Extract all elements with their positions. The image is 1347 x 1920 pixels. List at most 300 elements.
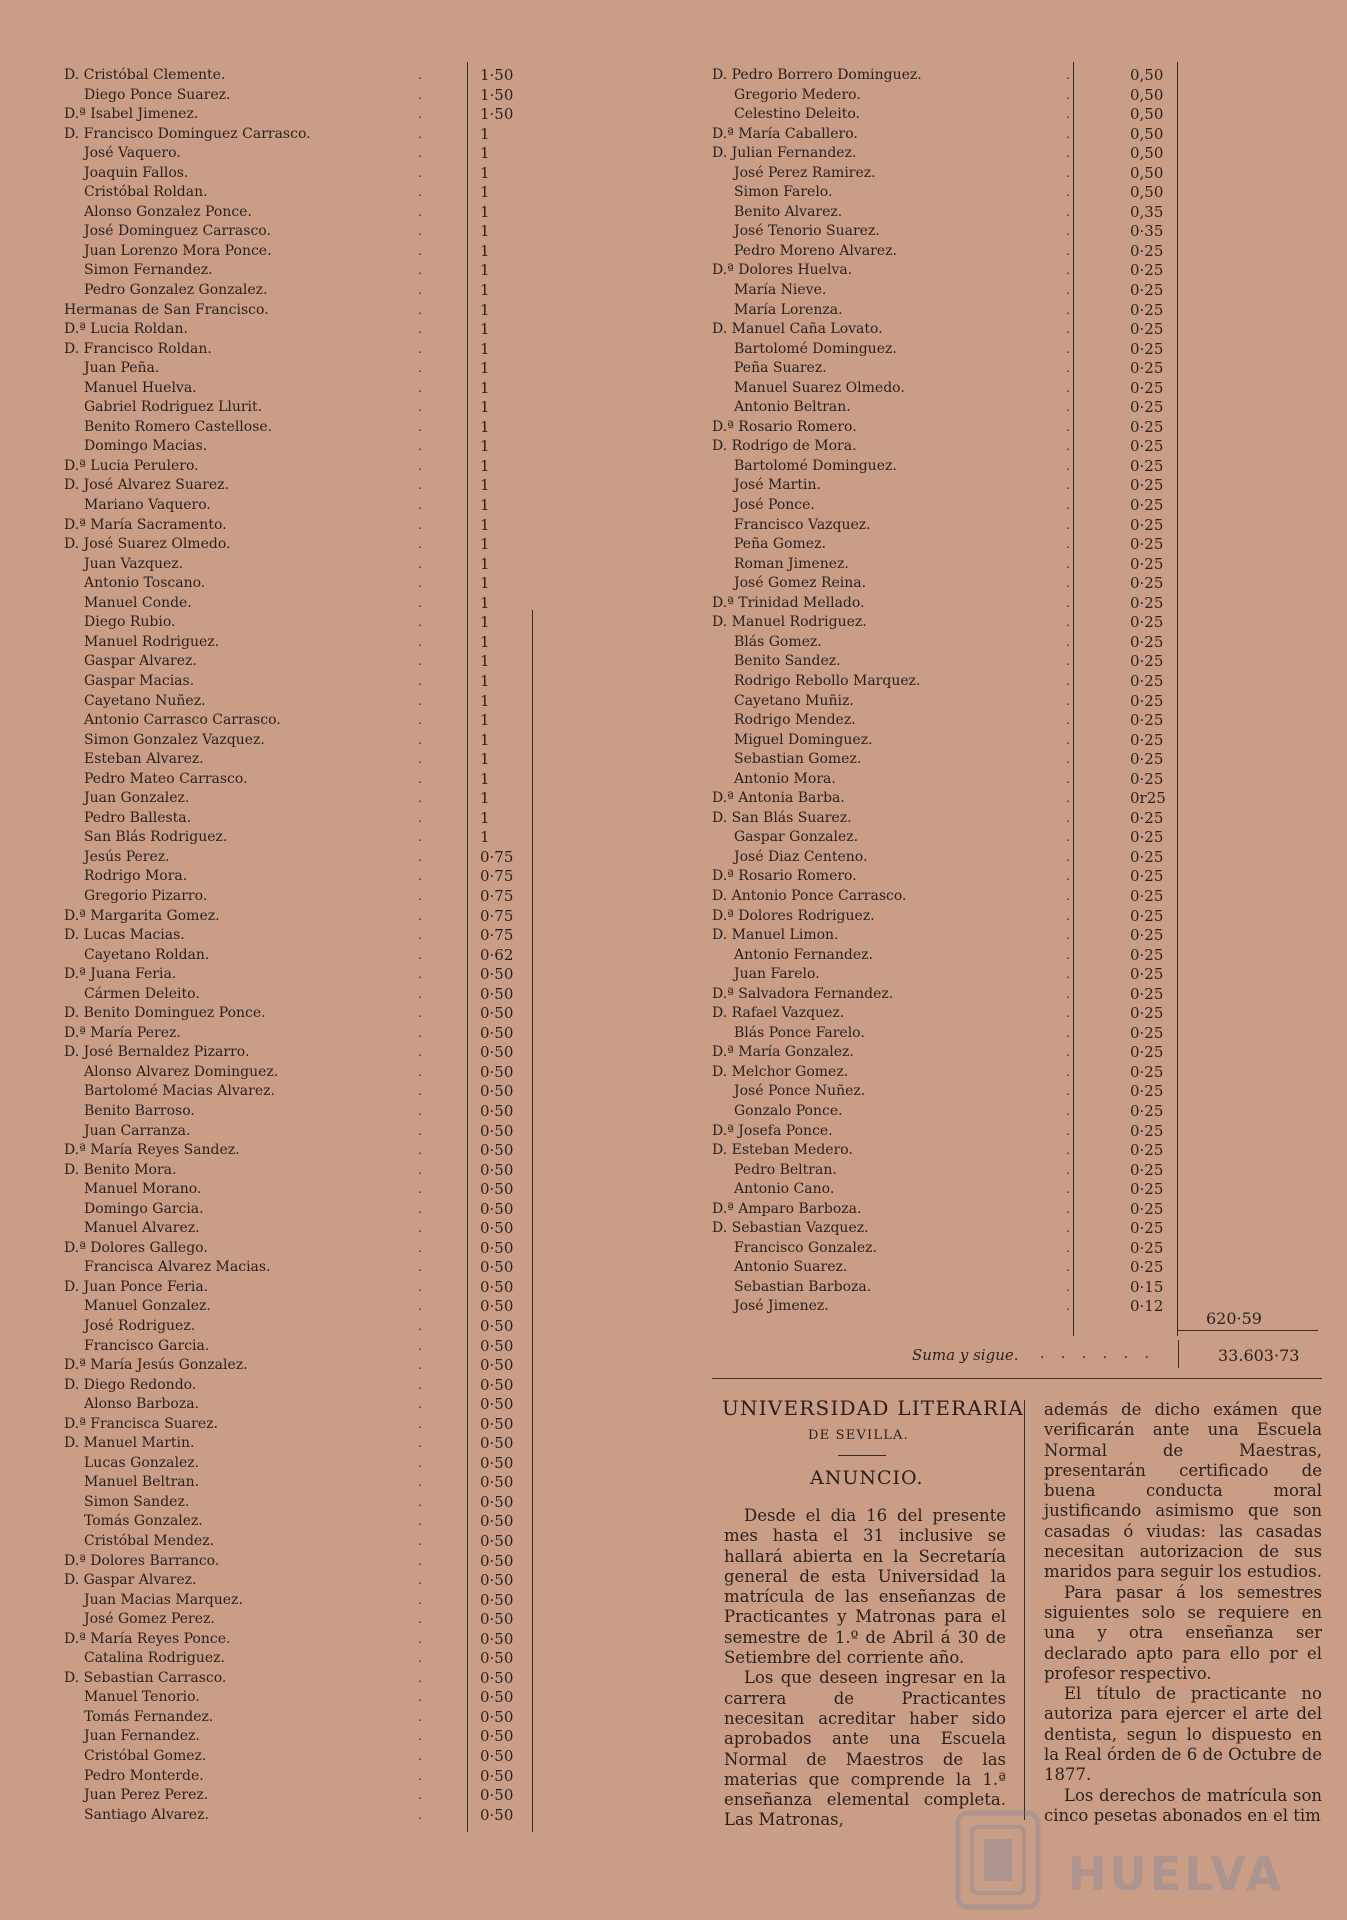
leader-dot: . (1066, 458, 1070, 473)
list-item (62, 1063, 542, 1083)
donation-amount: 0·25 (1130, 1004, 1164, 1023)
leader-dot: . (418, 1025, 422, 1040)
donor-name: Pedro Mateo Carrasco. (84, 770, 248, 787)
donation-amount: 0,50 (1130, 124, 1164, 143)
leader-dot: . (418, 1573, 422, 1588)
donation-amount: 0·50 (480, 1277, 514, 1296)
donor-name: Juan Peña. (84, 360, 160, 377)
list-item (62, 1493, 542, 1513)
donation-amount: 1·50 (480, 85, 514, 104)
donor-name: Juan Gonzalez. (84, 790, 190, 807)
list-item (62, 1669, 542, 1689)
list-item (62, 1024, 542, 1044)
leader-dot: . (418, 1670, 422, 1685)
donor-name: D. José Suarez Olmedo. (64, 536, 231, 553)
donation-amount: 0·25 (1130, 378, 1164, 397)
donor-name: D. Rodrigo de Mora. (712, 438, 857, 455)
donation-amount: 0·35 (1130, 222, 1164, 241)
list-item (712, 1278, 1312, 1298)
donor-name: Francisco Garcia. (84, 1337, 210, 1354)
leader-dot: . (1066, 185, 1070, 200)
donor-name: Alonso Alvarez Dominguez. (84, 1063, 279, 1080)
donor-name: Tomás Fernandez. (84, 1708, 214, 1725)
donation-amount: 0·25 (1130, 671, 1164, 690)
donor-name: D.ª Francisca Suarez. (64, 1415, 218, 1432)
donor-name: D. Julian Fernandez. (712, 145, 857, 162)
donation-amount: 0·50 (480, 1610, 514, 1629)
donor-name: Cristóbal Mendez. (84, 1533, 215, 1550)
list-item (62, 1649, 542, 1669)
donor-name: D. Melchor Gomez. (712, 1063, 849, 1080)
leader-dot: . (1066, 400, 1070, 415)
donation-amount: 0·50 (480, 1571, 514, 1590)
donor-name: Francisco Vazquez. (734, 516, 871, 533)
donation-amount: 0·75 (480, 847, 514, 866)
donor-name: D.ª Isabel Jimenez. (64, 106, 199, 123)
list-item (712, 242, 1312, 262)
donation-amount: 0·25 (1130, 359, 1164, 378)
donation-amount: 0·12 (1130, 1297, 1164, 1316)
leader-dot: . (1066, 986, 1070, 1001)
leader-dot: . (418, 1631, 422, 1646)
list-item (712, 1239, 1312, 1259)
leader-dot: . (418, 165, 422, 180)
donor-name: Lucas Gonzalez. (84, 1454, 200, 1471)
donation-amount: 0,50 (1130, 163, 1164, 182)
donor-name: Benito Romero Castellose. (84, 418, 273, 435)
list-item (712, 555, 1312, 575)
donor-name: Santiago Alvarez. (84, 1806, 209, 1823)
leader-dot: . (418, 243, 422, 258)
donation-amount: 1 (480, 300, 490, 319)
donation-amount: 0·25 (1130, 984, 1164, 1003)
list-item (712, 261, 1312, 281)
list-item (62, 516, 542, 536)
list-item (62, 613, 542, 633)
watermark-text: HUELVA (1068, 1847, 1285, 1901)
list-item (62, 379, 542, 399)
donation-amount: 1 (480, 437, 490, 456)
donor-name: José Gomez Reina. (734, 575, 867, 592)
donor-name: Simon Gonzalez Vazquez. (84, 731, 265, 748)
donation-amount: 0·50 (480, 1668, 514, 1687)
list-item (62, 770, 542, 790)
donation-amount: 1 (480, 515, 490, 534)
leader-dot: . (418, 1436, 422, 1451)
donor-name: D.ª María Perez. (64, 1024, 181, 1041)
donor-name: Blás Gomez. (734, 633, 822, 650)
leader-dot: . (1066, 869, 1070, 884)
donation-amount: 0·50 (480, 1160, 514, 1179)
left-column-rule (467, 62, 468, 1832)
leader-dot: . (418, 1416, 422, 1431)
donation-amount: 0·25 (1130, 613, 1164, 632)
leader-dot: . (418, 361, 422, 376)
announcement-paragraph: El título de practicante no autoriza para ejercer el arte del dentista, segun lo dispuesto en la Real órden de 6 de Octubre de 1877. (1044, 1684, 1322, 1785)
donor-name: Gonzalo Ponce. (734, 1102, 843, 1119)
donation-amount: 0·25 (1130, 1238, 1164, 1257)
leader-dot: . (418, 87, 422, 102)
list-item (712, 789, 1312, 809)
donation-amount: 0·25 (1130, 906, 1164, 925)
donor-name: Gaspar Macias. (84, 672, 195, 689)
list-item (62, 1786, 542, 1806)
leader-dot: . (418, 1475, 422, 1490)
donation-amount: 0·50 (480, 965, 514, 984)
list-item (712, 1122, 1312, 1142)
list-item (712, 1200, 1312, 1220)
donation-amount: 1 (480, 456, 490, 475)
list-item (62, 183, 542, 203)
donor-name: Tomás Gonzalez. (84, 1513, 203, 1530)
donor-name: D.ª Juana Feria. (64, 966, 177, 983)
list-item (712, 828, 1312, 848)
donation-amount: 0·25 (1130, 945, 1164, 964)
donor-name: D.ª María Gonzalez. (712, 1044, 854, 1061)
list-item (712, 965, 1312, 985)
donor-name: Francisca Alvarez Macias. (84, 1259, 271, 1276)
announcement-rule (838, 1455, 886, 1456)
donation-amount: 0·50 (480, 1805, 514, 1824)
leader-dot: . (418, 673, 422, 688)
donation-amount: 0·25 (1130, 1043, 1164, 1062)
right-amount-rule (1177, 62, 1178, 1336)
donor-name: Alonso Barboza. (84, 1396, 199, 1413)
donation-amount: 0·75 (480, 867, 514, 886)
donor-name: Antonio Toscano. (84, 575, 206, 592)
donor-name: D. José Bernaldez Pizarro. (64, 1044, 250, 1061)
donation-amount: 0·50 (480, 1356, 514, 1375)
list-item (62, 731, 542, 751)
list-item (62, 203, 542, 223)
leader-dot: . (418, 126, 422, 141)
donation-amount: 1 (480, 202, 490, 221)
donor-name: D. Manuel Martin. (64, 1435, 195, 1452)
donation-amount: 0·25 (1130, 965, 1164, 984)
donation-amount: 0·50 (480, 1395, 514, 1414)
donation-amount: 0·25 (1130, 886, 1164, 905)
leader-dot: . (418, 556, 422, 571)
leader-dot: . (1066, 1103, 1070, 1118)
list-item (62, 672, 542, 692)
list-item (62, 1415, 542, 1435)
donation-amount: 0·25 (1130, 535, 1164, 554)
donor-name: D. José Alvarez Suarez. (64, 477, 229, 494)
list-item (712, 946, 1312, 966)
list-item (712, 281, 1312, 301)
donation-amount: 0·25 (1130, 437, 1164, 456)
leader-dot: . (418, 146, 422, 161)
coat-of-arms-icon (940, 1805, 1060, 1915)
donation-amount: 1 (480, 359, 490, 378)
leader-dot: . (418, 1260, 422, 1275)
list-item (62, 437, 542, 457)
donation-amount: 0,50 (1130, 85, 1164, 104)
donation-amount: 0·50 (480, 1649, 514, 1668)
leader-dot: . (418, 1084, 422, 1099)
donation-amount: 0·50 (480, 1453, 514, 1472)
donor-name: D.ª María Jesús Gonzalez. (64, 1357, 248, 1374)
donor-name: Antonio Mora. (734, 770, 836, 787)
leader-dot: . (418, 869, 422, 884)
leader-dot: . (418, 439, 422, 454)
donation-amount: 0·50 (480, 1512, 514, 1531)
list-item (62, 1806, 542, 1826)
donor-name: Francisco Gonzalez. (734, 1239, 877, 1256)
donation-amount: 1 (480, 476, 490, 495)
donor-name: D. Benito Dominguez Ponce. (64, 1005, 266, 1022)
donor-name: Alonso Gonzalez Ponce. (84, 203, 252, 220)
donor-name: José Ponce Nuñez. (734, 1083, 866, 1100)
leader-dot: . (1066, 498, 1070, 513)
donor-name: José Martin. (734, 477, 821, 494)
donor-name: Hermanas de San Francisco. (64, 301, 269, 318)
leader-dot: . (418, 908, 422, 923)
donor-name: D.ª Josefa Ponce. (712, 1122, 833, 1139)
list-item (712, 222, 1312, 242)
list-item (62, 1532, 542, 1552)
list-item (62, 144, 542, 164)
donation-amount: 0·50 (480, 1101, 514, 1120)
list-item (712, 672, 1312, 692)
list-item (62, 1473, 542, 1493)
donation-amount: 0·50 (480, 1180, 514, 1199)
donor-name: D.ª Salvadora Fernandez. (712, 985, 894, 1002)
list-item (712, 144, 1312, 164)
donation-amount: 0,50 (1130, 105, 1164, 124)
list-item (712, 1141, 1312, 1161)
leader-dot: . (418, 1299, 422, 1314)
donor-name: Manuel Gonzalez. (84, 1298, 211, 1315)
leader-dot: . (1066, 283, 1070, 298)
donor-name: D.ª Rosario Romero. (712, 418, 857, 435)
leader-dot: . (1066, 1299, 1070, 1314)
list-item (62, 1454, 542, 1474)
donor-name: Rodrigo Mendez. (734, 712, 856, 729)
donor-name: Benito Barroso. (84, 1102, 195, 1119)
donation-amount: 0·50 (480, 1004, 514, 1023)
leader-dot: . (418, 1690, 422, 1705)
list-item (62, 926, 542, 946)
donation-amount: 1 (480, 183, 490, 202)
list-item (62, 340, 542, 360)
announcement-column-1 (724, 1506, 1006, 1831)
list-item (62, 261, 542, 281)
donor-name: Joaquin Fallos. (84, 164, 189, 181)
leader-dot: . (418, 1338, 422, 1353)
donor-name: San Blás Rodriguez. (84, 829, 228, 846)
list-item (62, 320, 542, 340)
donor-name: D. Gaspar Alvarez. (64, 1572, 197, 1589)
donor-name: Juan Vazquez. (84, 555, 184, 572)
donor-name: Gabriel Rodriguez Llurit. (84, 399, 263, 416)
leader-dot: . (1066, 810, 1070, 825)
leader-dot: . (1066, 1084, 1070, 1099)
leader-dot: . (1066, 908, 1070, 923)
donation-amount: 1 (480, 320, 490, 339)
donor-name: José Perez Ramirez. (734, 164, 876, 181)
donation-amount: 1 (480, 691, 490, 710)
donation-amount: 1 (480, 535, 490, 554)
list-item (712, 125, 1312, 145)
list-item (62, 1610, 542, 1630)
leader-dot: . (1066, 263, 1070, 278)
donor-name: Diego Ponce Suarez. (84, 86, 231, 103)
leader-dot: . (418, 1514, 422, 1529)
leader-dot: . (418, 1788, 422, 1803)
donation-amount: 1 (480, 574, 490, 593)
list-item (712, 809, 1312, 829)
leader-dot: . (418, 1768, 422, 1783)
donation-amount: 1 (480, 124, 490, 143)
donor-name: D. Juan Ponce Feria. (64, 1278, 209, 1295)
donation-amount: 0·25 (1130, 1180, 1164, 1199)
leader-dot: . (418, 849, 422, 864)
suma-dots: . . . . . . (1040, 1346, 1155, 1362)
leader-dot: . (418, 1162, 422, 1177)
donation-amount: 0·25 (1130, 456, 1164, 475)
donor-name: Simon Fernandez. (84, 262, 213, 279)
leader-dot: . (1066, 654, 1070, 669)
donor-name: Catalina Rodriguez. (84, 1650, 225, 1667)
donation-amount: 1 (480, 339, 490, 358)
list-item (712, 105, 1312, 125)
leader-dot: . (1066, 615, 1070, 630)
list-item (712, 437, 1312, 457)
list-item (62, 946, 542, 966)
list-item (62, 301, 542, 321)
leader-dot: . (1066, 693, 1070, 708)
donor-name: José Rodriguez. (84, 1318, 196, 1334)
donor-name: Blás Ponce Farelo. (734, 1024, 865, 1041)
donation-amount: 0·50 (480, 1141, 514, 1160)
leader-dot: . (418, 1592, 422, 1607)
list-item (712, 398, 1312, 418)
leader-dot: . (1066, 595, 1070, 610)
leader-dot: . (1066, 361, 1070, 376)
list-item (712, 340, 1312, 360)
list-item (62, 164, 542, 184)
list-item (62, 281, 542, 301)
list-item (62, 1512, 542, 1532)
right-subtotal: 620·59 (1206, 1309, 1262, 1328)
list-item (62, 965, 542, 985)
donation-amount: 0·25 (1130, 847, 1164, 866)
donation-amount: 0·50 (480, 1629, 514, 1648)
donor-name: D. Diego Redondo. (64, 1376, 197, 1393)
donation-amount: 0·50 (480, 1336, 514, 1355)
donor-name: Manuel Beltran. (84, 1474, 200, 1491)
donor-name: D.ª Dolores Barranco. (64, 1552, 220, 1569)
donor-name: D.ª Amparo Barboza. (712, 1200, 862, 1217)
list-item (62, 457, 542, 477)
donation-amount: 0·50 (480, 1297, 514, 1316)
donor-name: Antonio Carrasco Carrasco. (84, 712, 281, 729)
donation-amount: 0·50 (480, 1375, 514, 1394)
donation-amount: 0·25 (1130, 593, 1164, 612)
donation-amount: 1 (480, 241, 490, 260)
list-item (712, 1024, 1312, 1044)
donation-amount: 0·25 (1130, 241, 1164, 260)
list-item (62, 633, 542, 653)
donation-amount: 1 (480, 261, 490, 280)
leader-dot: . (1066, 204, 1070, 219)
donation-amount: 0·75 (480, 886, 514, 905)
list-item (62, 594, 542, 614)
donation-amount: 0·50 (480, 1414, 514, 1433)
leader-dot: . (418, 1064, 422, 1079)
list-item (62, 1297, 542, 1317)
announcement-subtitle: DE SEVILLA. (808, 1428, 909, 1443)
list-item (62, 222, 542, 242)
leader-dot: . (418, 517, 422, 532)
donation-amount: 0,50 (1130, 66, 1164, 84)
leader-dot: . (418, 1358, 422, 1373)
list-item (712, 574, 1312, 594)
donation-amount: 0·25 (1130, 281, 1164, 300)
donation-amount: 0·25 (1130, 417, 1164, 436)
donor-name: José Diaz Centeno. (734, 848, 868, 865)
list-item (62, 398, 542, 418)
donation-amount: 1 (480, 613, 490, 632)
donation-amount: 0·50 (480, 1727, 514, 1746)
list-item (62, 1395, 542, 1415)
leader-dot: . (1066, 517, 1070, 532)
leader-dot: . (1066, 849, 1070, 864)
list-item (712, 1161, 1312, 1181)
donor-name: María Nieve. (734, 282, 827, 299)
sum-rule-vertical (1178, 1340, 1179, 1368)
donor-name: Pedro Ballesta. (84, 809, 192, 826)
donor-name: Pedro Gonzalez Gonzalez. (84, 282, 268, 299)
leader-dot: . (1066, 419, 1070, 434)
leader-dot: . (418, 693, 422, 708)
donor-name: Cristóbal Roldan. (84, 184, 208, 201)
leader-dot: . (418, 458, 422, 473)
donation-amount: 0·50 (480, 1258, 514, 1277)
list-item (712, 164, 1312, 184)
donation-amount: 0·50 (480, 1023, 514, 1042)
donor-name: Cármen Deleito. (84, 985, 200, 1002)
donor-name: Esteban Alvarez. (84, 751, 204, 768)
donation-amount: 1 (480, 652, 490, 671)
donation-amount: 0·50 (480, 1317, 514, 1335)
donor-name: D.ª Dolores Huelva. (712, 262, 853, 279)
donation-amount: 0·25 (1130, 808, 1164, 827)
donation-amount: 0·50 (480, 1551, 514, 1570)
donor-name: José Ponce. (734, 497, 815, 514)
leader-dot: . (418, 537, 422, 552)
leader-dot: . (1066, 732, 1070, 747)
donation-amount: 1 (480, 711, 490, 730)
list-item (62, 1239, 542, 1259)
donation-amount: 0·50 (480, 1532, 514, 1551)
donor-name: Mariano Vaquero. (84, 497, 211, 514)
list-item (62, 867, 542, 887)
donor-name: Pedro Monterde. (84, 1767, 204, 1784)
donation-amount: 0·50 (480, 1747, 514, 1766)
donation-amount: 0·50 (480, 1043, 514, 1062)
donation-amount: 1 (480, 496, 490, 515)
leader-dot: . (418, 810, 422, 825)
donation-amount: 0·25 (1130, 1160, 1164, 1179)
suma-label: Suma y sigue. (912, 1346, 1019, 1364)
leader-dot: . (1066, 1279, 1070, 1294)
list-item (712, 1258, 1312, 1278)
donor-name: Simon Farelo. (734, 184, 833, 201)
leader-dot: . (418, 1455, 422, 1470)
leader-dot: . (1066, 439, 1070, 454)
